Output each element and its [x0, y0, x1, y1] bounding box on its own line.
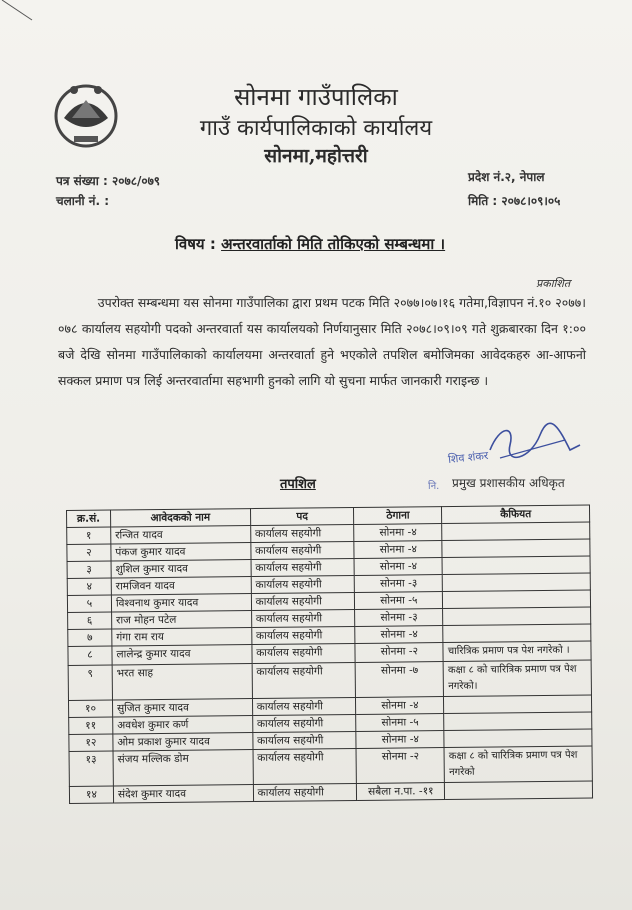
- column-header: ठेगाना: [354, 507, 442, 525]
- row-serial: ४: [67, 578, 111, 595]
- paper-crease-mark: [0, 0, 40, 40]
- row-serial: ५: [67, 595, 111, 612]
- row-serial: १०: [68, 700, 112, 717]
- row-remarks: [444, 695, 592, 714]
- row-remarks: [442, 556, 590, 575]
- row-post: कार्यालय सहयोगी: [251, 609, 355, 627]
- row-serial: ११: [69, 717, 113, 734]
- row-remarks: [444, 729, 592, 748]
- row-applicant-name: रन्जित यादव: [111, 526, 251, 544]
- row-remarks: [443, 590, 591, 609]
- signature-faded-prefix: नि.: [428, 481, 440, 492]
- row-applicant-name: संदेश कुमार यादव: [113, 785, 253, 803]
- row-post: कार्यालय सहयोगी: [251, 558, 355, 576]
- row-post: कार्यालय सहयोगी: [251, 626, 355, 644]
- row-post: कार्यालय सहयोगी: [252, 643, 356, 663]
- row-post: कार्यालय सहयोगी: [251, 592, 355, 610]
- column-header: क्र.सं.: [67, 510, 111, 527]
- letter-date: मिति : २०७८।०९।०५: [468, 194, 561, 208]
- row-remarks: [442, 539, 590, 558]
- row-address: सोनमा -७: [356, 662, 444, 698]
- row-serial: १: [67, 527, 111, 544]
- province-label: प्रदेश नं.२, नेपाल: [468, 170, 545, 184]
- table-row: [68, 660, 591, 700]
- row-remarks: [444, 712, 592, 731]
- row-serial: ६: [68, 612, 112, 629]
- row-remarks: कक्षा ८ को चारित्रिक प्रमाण पत्र पेश नगरेको।: [443, 660, 591, 697]
- row-address: सोनमा -४: [356, 731, 444, 749]
- row-serial: १४: [69, 786, 113, 803]
- row-address: सबैला न.पा. -११: [357, 783, 445, 801]
- row-address: सोनमा -४: [354, 524, 442, 542]
- row-applicant-name: भरत साह: [112, 664, 252, 700]
- row-post: कार्यालय सहयोगी: [252, 697, 356, 715]
- row-address: सोनमा -४: [354, 541, 442, 559]
- signatory-title: प्रमुख प्रशासकीय अधिकृत: [452, 476, 565, 490]
- row-post: कार्यालय सहयोगी: [250, 524, 354, 542]
- reference-number: पत्र संख्या : २०७८/०७९: [56, 174, 161, 188]
- row-post: कार्यालय सहयोगी: [253, 731, 357, 749]
- table-row: [69, 746, 592, 786]
- row-serial: २: [67, 544, 111, 561]
- row-remarks: चारित्रिक प्रमाण पत्र पेश नगरेको ।: [443, 641, 591, 662]
- row-applicant-name: शुशिल कुमार यादव: [111, 560, 251, 578]
- table-title: तपशिल: [280, 477, 316, 492]
- row-remarks: [442, 573, 590, 592]
- municipality-name: सोनमा गाउँपालिका: [234, 83, 398, 111]
- row-serial: ७: [68, 629, 112, 646]
- signatory-name: शिव शंकर: [447, 448, 489, 467]
- dispatch-number: चलानी नं. :: [56, 194, 110, 208]
- row-post: कार्यालय सहयोगी: [252, 714, 356, 732]
- column-header: पद: [250, 507, 354, 525]
- office-location: सोनमा,महोत्तरी: [264, 145, 368, 167]
- row-address: सोनमा -४: [354, 558, 442, 576]
- row-remarks: [443, 624, 591, 643]
- row-applicant-name: पंकज कुमार यादव: [111, 543, 251, 561]
- row-post: कार्यालय सहयोगी: [251, 575, 355, 593]
- row-remarks: कक्षा ८ को चारित्रिक प्रमाण पत्र पेश नगरेको: [444, 746, 592, 783]
- row-address: सोनमा -२: [355, 643, 443, 663]
- row-serial: ३: [67, 561, 111, 578]
- row-serial: १३: [69, 751, 113, 786]
- row-address: सोनमा -३: [355, 575, 443, 593]
- office-name: गाउँ कार्यपालिकाको कार्यालय: [199, 116, 433, 141]
- row-address: सोनमा -२: [356, 748, 444, 784]
- row-applicant-name: गंगा राम राय: [112, 628, 252, 646]
- row-applicant-name: लालेन्द्र कुमार यादव: [112, 645, 252, 665]
- row-applicant-name: सुजित कुमार यादव: [112, 699, 252, 717]
- row-address: सोनमा -३: [355, 609, 443, 627]
- row-post: कार्यालय सहयोगी: [252, 662, 356, 698]
- row-address: सोनमा -४: [356, 697, 444, 715]
- body-paragraph: उपरोक्त सम्बन्धमा यस सोनमा गाउँपालिका द्वारा प्रथम पटक मिति २०७७।०७।१६ गतेमा,विज्ञापन नं.१० २०७७।०७८ कार्यालय सहयोगी पदको अन्तरवार्ता यस कार्यालयको निर्णयानुसार मिति २०७८।०९।०९ गते शुक्रबारका दिन १:०० बजे देखि सोनमा गाउँपालिकाको कार्यालयमा अन्तरवार्ता हुने भएकोले तपशिल बमोजिमका आवेदकहरु आ-आफनो सक्कल प्रमाण पत्र लिई अन्तरवार्तामा सहभागी हुनको लागि यो सुचना मार्फत जानकारी गराइन्छ ।: [58, 295, 587, 388]
- row-post: कार्यालय सहयोगी: [251, 541, 355, 559]
- row-applicant-name: ओम प्रकाश कुमार यादव: [113, 733, 253, 751]
- row-remarks: [442, 522, 590, 541]
- row-serial: ९: [68, 665, 112, 700]
- row-post: कार्यालय सहयोगी: [253, 783, 357, 801]
- row-applicant-name: रामजिवन यादव: [111, 577, 251, 595]
- row-post: कार्यालय सहयोगी: [253, 748, 357, 784]
- column-header: आवेदकको नाम: [110, 509, 250, 527]
- row-serial: ८: [68, 646, 112, 665]
- handwritten-insertion: प्रकाशित: [536, 277, 571, 290]
- row-address: सोनमा -५: [356, 714, 444, 732]
- row-applicant-name: राज मोहन पटेल: [112, 611, 252, 629]
- row-address: सोनमा -५: [355, 592, 443, 610]
- row-remarks: [445, 781, 593, 800]
- row-applicant-name: अवधेश कुमार कर्ण: [113, 716, 253, 734]
- row-applicant-name: विश्वनाथ कुमार यादव: [111, 594, 251, 612]
- row-address: सोनमा -४: [355, 626, 443, 644]
- row-serial: १२: [69, 734, 113, 751]
- row-remarks: [443, 607, 591, 626]
- applicant-table: [66, 505, 593, 804]
- row-applicant-name: संजय मल्लिक डोम: [113, 750, 253, 786]
- column-header: कैफियत: [442, 505, 590, 524]
- subject-line: विषय : अन्तरवार्ताको मिति तोकिएको सम्बन्धमा ।: [175, 235, 446, 253]
